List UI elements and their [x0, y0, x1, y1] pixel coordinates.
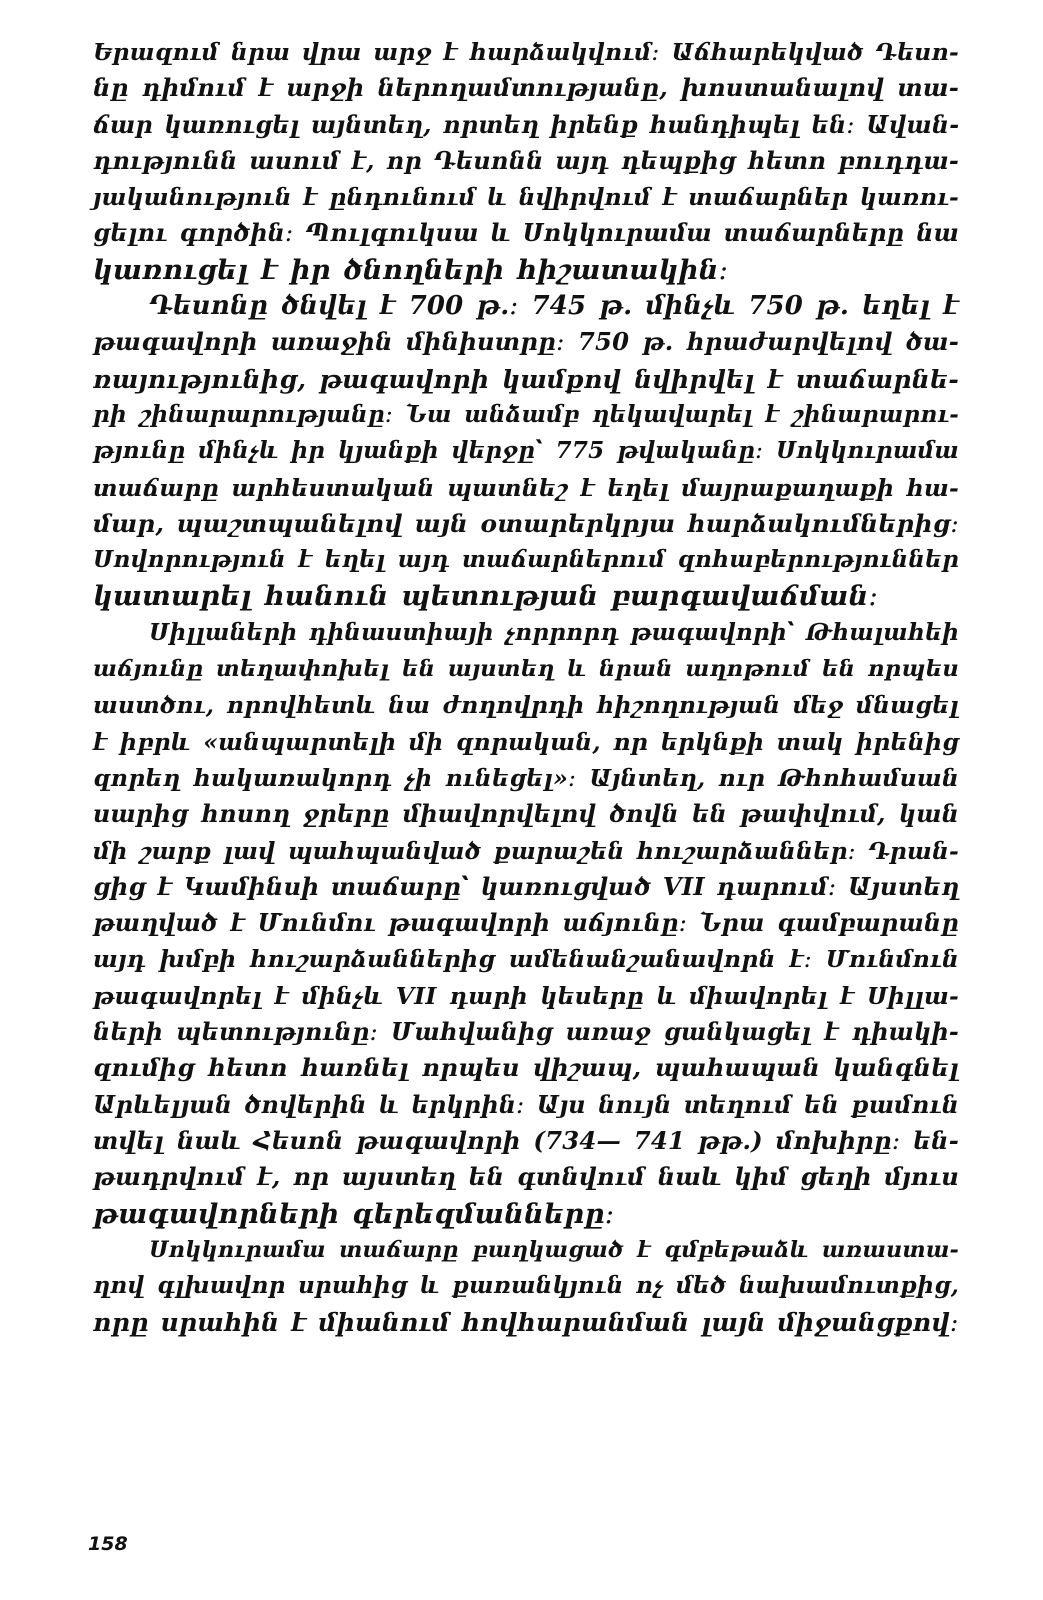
- text-line: աճյունը տեղափոխել են այստեղ և նրան աղոթում են որպես: [93, 656, 959, 683]
- text-line: մի շարք լավ պահպանված քարաշեն հուշարձաններ։ Դրան-: [93, 836, 959, 865]
- text-line: թագավորել է մինչև VII դարի կեսերը և միավորել է Սիլլա-: [93, 981, 959, 1010]
- text-line: Երազում նրա վրա արջ է հարձակվում։ Աճհարեկված Դեսո-: [93, 38, 959, 66]
- text-line: ցելու գործին։ Պուլգուկսա և Սոկկուրամա տաճարները նա: [93, 219, 959, 248]
- page-number: 158: [88, 1533, 128, 1555]
- text-line: աստծու, որովհետև նա ժողովրդի հիշողության մեջ մնացել: [93, 691, 959, 720]
- text-line: զումից հետո հառնել որպես վիշապ, պահապան կանգնել: [93, 1053, 959, 1083]
- text-line: րի շինարարությանը։ Նա անձամբ ղեկավարել է շինարարու-: [93, 400, 959, 428]
- text-line: թաղված է Մունմու թագավորի աճյունը։ Նրա գամբարանը: [93, 909, 959, 938]
- paragraph: [93, 34, 959, 288]
- text-line: կառուցել է իր ծնողների հիշատակին։: [93, 253, 729, 286]
- text-line: այդ խմբի հուշարձաններից ամենանշանավորն է։ Մունմուն: [93, 945, 959, 974]
- text-line: Սիլլաների դինաստիայի չորրորդ թագավորի՝ Թհալահեի: [149, 618, 959, 646]
- text-line: մար, պաշտպանելով այն օտարերկրյա հարձակումներից։: [93, 508, 959, 538]
- text-line: կատարել հանուն պետության բարգավաճման։: [93, 580, 879, 613]
- text-line: դությունն ասում է, որ Դեսոնն այդ դեպքից հետո բուդդա-: [93, 146, 959, 175]
- text-line: որը սրահին է միանում հովհարանման լայն միջանցքով։: [93, 1307, 959, 1338]
- text-line: ճար կառուցել այնտեղ, որտեղ իրենք հանդիպել են։ Ավան-: [93, 110, 960, 139]
- text-line: նը դիմում է արջի ներողամտությանը, խոստանալով տա-: [93, 73, 959, 103]
- text-line: ցից է Կամինսի տաճարը՝ կառուցված VII դարում։ Այստեղ: [93, 871, 960, 901]
- text-line: Դեսոնը ծնվել է 700 թ.։ 745 թ. մինչև 750 թ. եղել է: [149, 291, 959, 322]
- text-line: ղով գլխավոր սրահից և քառանկյուն ոչ մեծ նախամուտքից,: [93, 1272, 959, 1300]
- text-line: ների պետությունը։ Մահվանից առաջ ցանկացել է դիակի-: [93, 1018, 959, 1047]
- text-line: է իբրև «անպարտելի մի զորական, որ երկնքի տակ իրենից: [93, 727, 959, 756]
- paragraph: [93, 288, 959, 615]
- text-line: տաճարը արհեստական պատնեշ է եղել մայրաքաղաքի հա-: [93, 473, 959, 502]
- paragraph: [93, 615, 959, 1232]
- text-line: թյունը մինչև իր կյանքի վերջը՝ 775 թվականը։ Սոկկուրամա: [93, 437, 959, 465]
- text-line: տվել նաև Հեսոն թագավորի (734— 741 թթ.) մոխիրը։ են-: [93, 1125, 959, 1155]
- paragraph: [93, 1232, 959, 1341]
- text-line: յականություն է ընդունում և նվիրվում է տաճարներ կառու-: [93, 183, 959, 212]
- body-text: [93, 34, 959, 1341]
- text-line: թագավորի առաջին մինիստրը։ 750 թ. հրաժարվելով ծա-: [93, 327, 959, 357]
- text-line: Սովորություն է եղել այդ տաճարներում զոհաբերություններ: [93, 546, 959, 574]
- text-line: սարից հոսող ջրերը միավորվելով ծովն են թափվում, կան: [93, 800, 959, 829]
- text-line: զորեղ հակառակորդ չի ունեցել»։ Այնտեղ, ուր Թհոհամսան: [93, 763, 959, 792]
- text-line: Սոկկուրամա տաճարը բաղկացած է գմբեթաձև առաստա-: [149, 1236, 959, 1263]
- text-line: թագավորների գերեզմանները։: [93, 1197, 615, 1230]
- text-line: ռայությունից, թագավորի կամքով նվիրվել է տաճարնե-: [93, 363, 959, 394]
- text-line: Արևելյան ծովերին և երկրին։ Այս նույն տեղում են քամուն: [93, 1090, 959, 1119]
- text-line: թադրվում է, որ այստեղ են գտնվում նաև կիմ ցեղի մյուս: [93, 1162, 959, 1192]
